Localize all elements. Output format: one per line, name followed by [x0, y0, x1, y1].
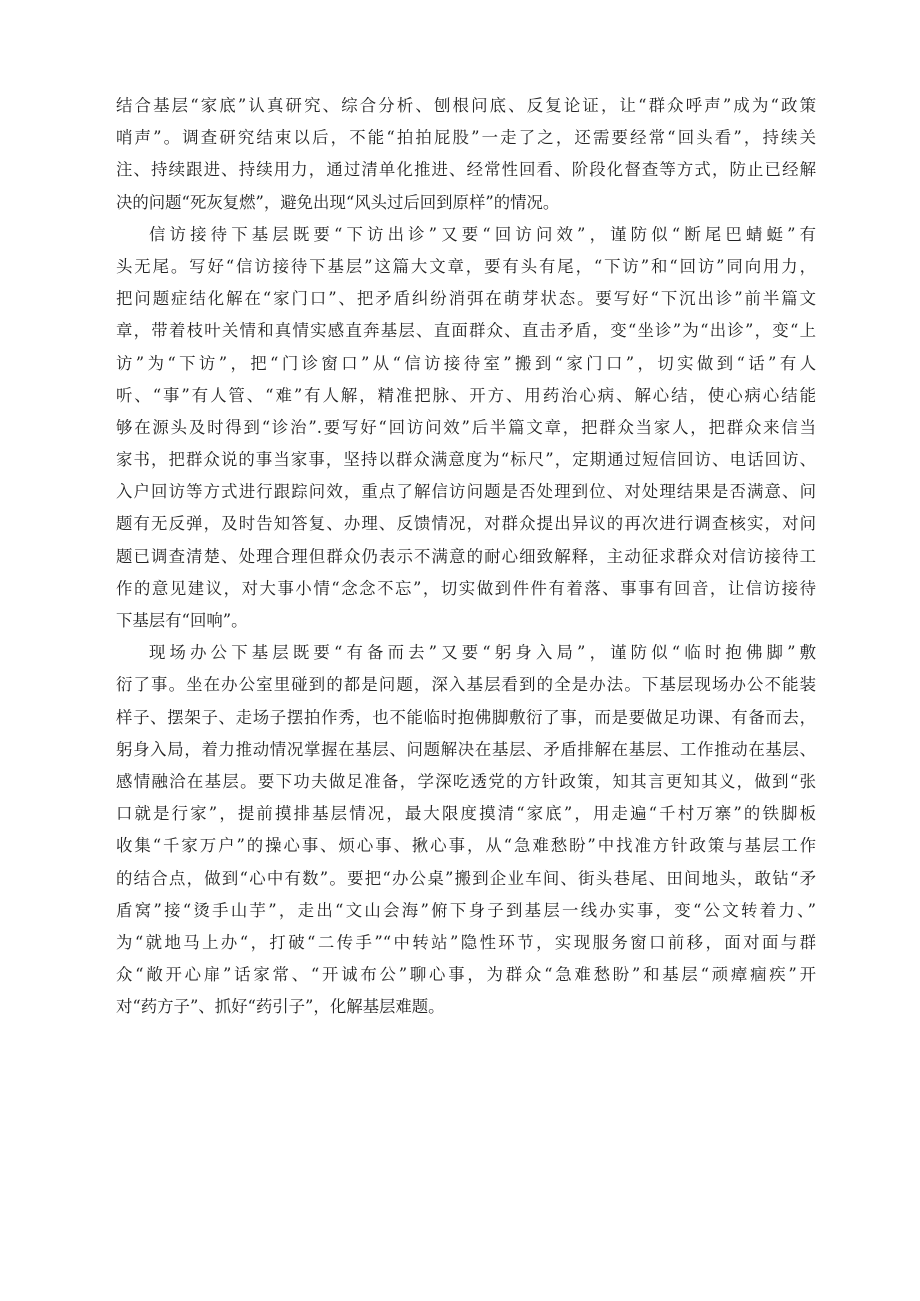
text-line: 哨声”。调查研究结束以后，不能“拍拍屁股”一走了之，还需要经常“回头看”，持续关: [116, 128, 816, 148]
text-line: 访”为“下访”，把“门诊窗口”从“信访接待室”搬到“家门口”，切实做到“话”有人: [116, 353, 816, 373]
text-line: 的结合点，做到“心中有数”。要把“办公桌”搬到企业车间、街头巷尾、田间地头，敢钻“矛: [116, 868, 816, 888]
text-line: 口就是行家”，提前摸排基层情况，最大限度摸清“家底”，用走遍“千村万寨”的铁脚板: [116, 804, 816, 824]
text-line: 注、持续跟进、持续用力，通过清单化推进、经常性回看、阶段化督查等方式，防止已经解: [116, 160, 816, 180]
text-line: 为“就地马上办“，打破“二传手”“中转站”隐性环节，实现服务窗口前移，面对面与群: [116, 932, 816, 952]
paragraph-2: [116, 219, 816, 637]
text-line: 家书，把群众说的事当家事，坚持以群众满意度为“标尺”，定期通过短信回访、电话回访、: [116, 450, 816, 470]
text-line: 现场办公下基层既要“有备而去”又要“躬身入局”，谨防似“临时抱佛脚”敷: [149, 643, 816, 663]
text-line: 作的意见建议，对大事小情“念念不忘”，切实做到件件有着落、事事有回音，让信访接待: [116, 578, 816, 598]
text-line: 头无尾。写好“信访接待下基层”这篇大文章，要有头有尾，“下访”和“回访”同向用力，: [116, 256, 816, 276]
text-line: 够在源头及时得到“诊治”.要写好“回访问效”后半篇文章，把群众当家人，把群众来信当: [116, 417, 816, 437]
document-body: [116, 90, 816, 1023]
text-line: 信访接待下基层既要“下访出诊”又要“回访问效”，谨防似“断尾巴蜻蜓”有: [149, 224, 816, 244]
paragraph-3: [116, 637, 816, 1023]
text-line: 感情融洽在基层。要下功夫做足准备，学深吃透党的方针政策，知其言更知其义，做到“张: [116, 771, 816, 791]
text-line: 决的问题“死灰复燃”，避免出现“风头过后回到原样”的情况。: [116, 192, 560, 212]
text-line: 听、“事”有人管、“难”有人解，精准把脉、开方、用药治心病、解心结，使心病心结能: [116, 385, 816, 405]
text-line: 对“药方子”、抓好“药引子”，化解基层难题。: [116, 997, 445, 1017]
text-line: 样子、摆架子、走场子摆拍作秀，也不能临时抱佛脚敷衍了事，而是要做足功课、有备而去，: [116, 707, 816, 727]
paragraph-1: [116, 90, 816, 219]
text-line: 题有无反弹，及时告知答复、办理、反馈情况，对群众提出异议的再次进行调查核实，对问: [116, 514, 816, 534]
text-line: 盾窝”接“烫手山芋”，走出“文山会海”俯下身子到基层一线办实事，变“公文转着力、”: [116, 900, 816, 920]
text-line: 结合基层“家底”认真研究、综合分析、刨根问底、反复论证，让“群众呼声”成为“政策: [116, 96, 816, 115]
text-line: 把问题症结化解在“家门口”、把矛盾纠纷消弭在萌芽状态。要写好“下沉出诊”前半篇文: [116, 289, 816, 309]
text-line: 入户回访等方式进行跟踪问效，重点了解信访问题是否处理到位、对处理结果是否满意、问: [116, 482, 816, 502]
text-line: 下基层有“回响”。: [116, 611, 248, 630]
text-line: 众“敞开心扉”话家常、“开诚布公”聊心事，为群众“急难愁盼”和基层“顽瘴痼疾”开: [116, 965, 816, 985]
text-line: 章，带着枝叶关情和真情实感直奔基层、直面群众、直击矛盾，变“坐诊”为“出诊”，变“上: [116, 321, 816, 341]
text-line: 躬身入局，着力推动情况掌握在基层、问题解决在基层、矛盾排解在基层、工作推动在基层、: [116, 739, 816, 759]
text-line: 题已调查清楚、处理合理但群众仍表示不满意的耐心细致解释，主动征求群众对信访接待工: [116, 546, 816, 566]
text-line: 衍了事。坐在办公室里碰到的都是问题，深入基层看到的全是办法。下基层现场办公不能装: [116, 675, 816, 695]
text-line: 收集“千家万户”的操心事、烦心事、揪心事，从“急难愁盼”中找准方针政策与基层工作: [116, 836, 816, 856]
